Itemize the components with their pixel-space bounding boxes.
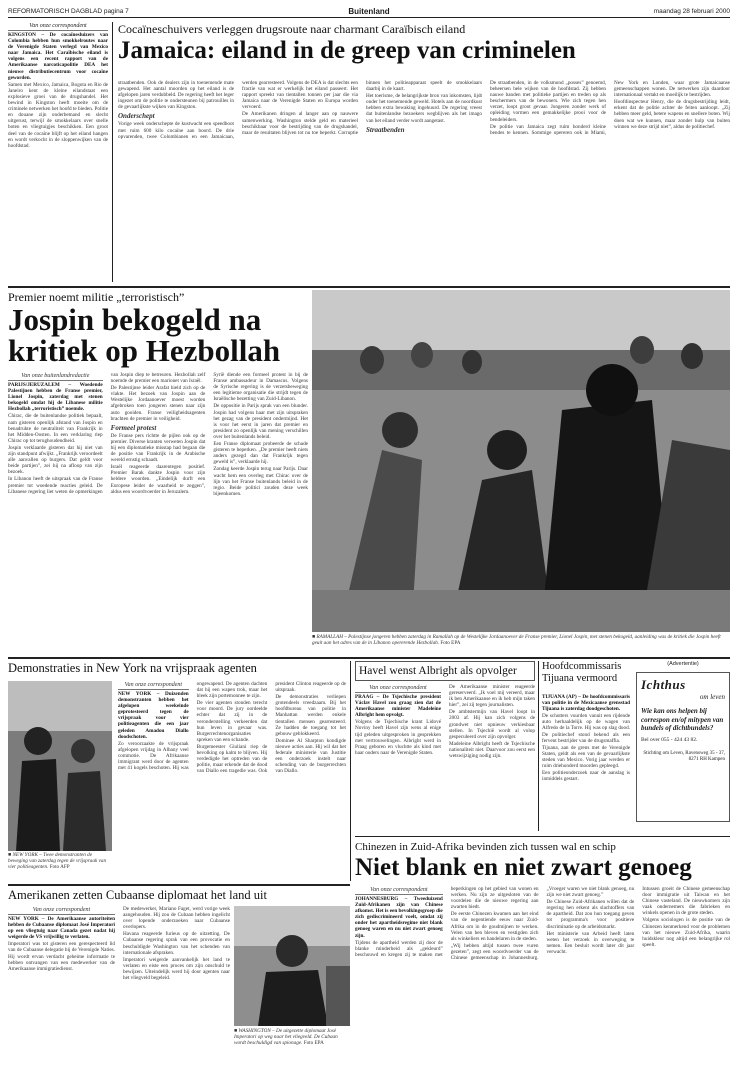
cuba-byline: Van onze correspondent — [8, 906, 115, 915]
jospin-caption-block — [312, 634, 730, 654]
tijuana-body: TIJUANA (AP) – De hoofdcommissaris van politie in de Mexicaanse grensstad Tijuana is zaterdag doodgeschoten. De schutters vuurden vanuit een rijdende auto herhaaldelijk op de wagen van Alfredo de la Torre. Hij was op slag dood. De politiechef stond bekend als een fervent bestrijder van de drugsmaffia. Tijuana, aan de grens met de Verenigde Staten, geldt als een van de gevaarlijkste steden van Mexico. Vorig jaar werden er ruim driehonderd moorden gepleegd. Een politieonderzoek naar de aanslag is inmiddels gestart. — [542, 694, 630, 783]
camera-icon: ■ — [312, 634, 317, 640]
jamaica-lead: KINGSTON – De cocaïnesluizers van Colombia hebben hun smokkelroutes naar de Verenigde Staten verlegd van Mexico naar Jamaica. Het Caraïbische eiland is volgens een recent rapport van de Amerikaanse narcoticapolitie DEA het nieuwe distributiecentrum voor cocaïne geworden. Samen met Mexico, Jamaica, Bogota en Rio de Janeiro kent de kleine eilandstaat een explosieve groei van de drugshandel. Het bewind in Kingston heeft moeite om de criminele netwerken het hoofd te bieden. Politie en douane zijn onderbemand en slecht uitgerust, terwijl de smokkelaars over snelle boten en vliegtuigjes beschikken. Een groot deel van de cocaïne blijft op het eiland hangen en wordt verkocht in de sloppenwijken van de hoofdstad. — [8, 32, 108, 149]
ny-byline: Van onze correspondent — [118, 681, 189, 690]
ad-label: (Advertentie) — [667, 661, 699, 667]
cuba-caption: WASHINGTON – De uitgezette diplomaat José Imperatori op weg naar het vliegveld. De Cubaan wordt beschuldigd van spionage. — [234, 1028, 338, 1047]
ny-photo — [8, 681, 112, 851]
china-kicker: Chinezen in Zuid-Afrika bevinden zich tussen wal en schip — [355, 841, 616, 853]
jamaica-subhead-1: Onderschept — [118, 112, 155, 121]
tijuana-headline-block — [542, 661, 630, 691]
jospin-body: Van onze buitenlandredactie PARIJS/JERUZALEM – Woedende Palestijnen hebben de Franse premier, Lionel Jospin, zaterdag met stenen bekogeld omdat hij de Libanese militie Hezbollah „terroristisch” noemde. Chirac, die de buitenlandse politiek bepaalt, nam gisteren openlijk afstand van Jospin en benadrukte de neutraliteit van Frankrijk in het Midden-Oosten. In een verklaring riep Chirac op tot terughoudendheid. Jospin verklaarde gisteren dat hij niet van zijn standpunt afwijkt. „Frankrijk veroordeelt alle aanvallen op burgers. Dat geldt voor beide partijen”, zei hij na afloop van zijn bezoek. In Libanon heeft de uitspraak van de Franse premier tot woedende reacties geleid. De Libanese regering liet weten de opmerkingen van Jospin diep te betreuren. Hezbollah zelf noemde de premier een marionet van Israël. De Palestijnse leider Arafat hield zich op de vlakte. Het bezoek van Jospin aan de Westelijke Jordaanoever moest worden afgebroken toen jongeren stenen naar zijn auto gooiden. Franse veiligheidsagenten brachten de premier in veiligheid. Formeel protest De Franse pers richtte de pijlen ook op de premier. Diverse kranten verweten Jospin dat hij een diplomatieke misstap had begaan die de positie van Frankrijk in de Arabische wereld ernstig schaadt. Israël reageerde daarentegen positief. Premier Barak dankte Jospin voor zijn heldere woorden. „Eindelijk durft een Europese leider de waarheid te zeggen”, aldus een woordvoerder in Jeruzalem. Syrië diende een formeel protest in bij de Franse ambassadeur in Damascus. Volgens de Syrische regering is de verzetsbeweging een legitieme organisatie die strijdt tegen de Israëlische bezetting van Zuid-Libanon. De oppositie in Parijs sprak van een blunder. Jospin had volgens haar met zijn uitspraken het gezag van de president ondermijnd. Het is voor het eerst in jaren dat premier en president zo openlijk van mening verschillen over het buitenlands beleid. Een Franse diplomaat probeerde de schade gisteren te beperken. „De premier heeft niets anders gezegd dan dat Frankrijk tegen geweld is”, verklaarde hij. Zondag keerde Jospin terug naar Parijs. Daar wacht hem een overleg met Chirac over de lijn van het Franse buitenlands beleid in de regio. Beide politici zouden deze week bijeenkomen. — [8, 372, 308, 497]
cuba-caption-block — [234, 1028, 350, 1062]
demonstrators-photo-illustration — [8, 681, 112, 851]
ny-caption: NEW YORK – Twee demonstranten de beweging van zaterdag tegen de vrijspraak van vier politieagenten. — [8, 852, 107, 871]
havel-body: Van onze correspondent PRAAG – De Tsjechische president Václav Havel zou graag zien dat de Amerikaanse minister Madeleine Albright hem opvolgt. Volgens de Tsjechische krant Lidové Noviny heeft Havel zijn wens al enige tijd geleden uitgesproken in gesprekken met vertrouwelingen. Albright werd in Praag geboren en vluchtte als kind met haar ouders naar de Verenigde Staten. De Amerikaanse minister reageerde gereserveerd. „Ik voel mij vereerd, maar ik ben Amerikaanse en ik heb mijn taken hier”, zei zij tegen journalisten. De ambtstermijn van Havel loopt in 2003 af. Hij kan zich volgens de grondwet niet opnieuw verkiesbaar stellen. In Tsjechië wordt al volop gespeculeerd over zijn opvolger. Madeleine Albright heeft de Tsjechische nationaliteit niet. Daarvoor zou eerst een wetswijziging nodig zijn. — [355, 684, 535, 760]
ad-text: Wie kan ons helpen bij correspon en/of mitypen van bundels of dichtbundels? — [641, 707, 724, 732]
ad-logo-sub: om leven — [699, 693, 725, 701]
camera-icon: ■ — [234, 1028, 239, 1034]
havel-headline-block — [355, 661, 535, 681]
jospin-subhead: Formeel protest — [110, 423, 157, 432]
issue-date: maandag 28 februari 2000 — [653, 8, 730, 15]
cuba-photo — [234, 906, 350, 1026]
jamaica-lead-column — [8, 22, 108, 282]
ny-photo-credit: Foto AFP — [49, 864, 70, 871]
china-headline: Niet blank en niet zwart genoeg — [355, 854, 692, 881]
cuba-body: Van onze correspondent NEW YORK – De Amerikaanse autoriteiten hebben de Cubaanse diplomaat José Imperatori op een vliegtuig naar Canada gezet nadat hij weigerde de VS vrijwillig te verlaten. Imperatori was tot gisteren een gerespecteerd lid van de Cubaanse delegatie bij de Verenigde Naties. Hij wordt ervan verdacht geheime informatie te hebben ontvangen van een medewerker van de Amerikaanse immigratiedienst. De medewerker, Mariano Faget, werd vorige week aangehouden. Hij zou de Cubaan hebben ingelicht over lopende onderzoeken naar Cubaanse overlopers. Havana reageerde furieus op de uitzetting. De Cubaanse regering sprak van een provocatie en beschuldigde Washington van het schenden van internationale afspraken. Imperatori weigerde aanvankelijk het land te verlaten en eiste een proces om zijn onschuld te bewijzen. Uiteindelijk werd hij door agenten naar het vliegveld begeleid. — [8, 906, 230, 982]
section-title: Buitenland — [348, 7, 390, 16]
jamaica-body: straatbenden. Ook de dealers zijn in toenemende mate gewapend. Het aantal moorden op het eiland is de afgelopen jaren verdubbeld. De regering heeft het leger ingezet om de politie te ondersteunen bij patrouilles in de gevaarlijkste wijken van Kingston. Onderschept Vorige week onderschepte de kustwacht een speedboot met ruim 600 kilo cocaïne aan boord. De drie opvarenden, twee Colombianen en een Jamaicaan, werden gearresteerd. Volgens de DEA is dat slechts een fractie van wat er werkelijk het eiland passeert. Het rapport spreekt van tientallen tonnen per jaar die via Jamaica naar de Verenigde Staten en Europa worden vervoerd. De Amerikanen dringen al langer aan op nauwere samenwerking. Washington stelde geld en materieel beschikbaar voor de bestrijding van de drugshandel, maar de resultaten blijven tot nu toe beperkt. Corruptie binnen het politieapparaat speelt de smokkelaars daarbij in de kaart. Het toerisme, de belangrijkste bron van inkomsten, lijdt onder het toenemende geweld. Hotels aan de noordkust hebben extra bewaking ingehuurd. De regering vreest dat buitenlandse bezoekers wegblijven als het imago van het eiland verder wordt aangetast. Straatbenden De straatbenden, in de volksmond „posses” genoemd, beheersen hele wijken van de hoofdstad. Zij hebben nauwe banden met politieke partijen en treden op als beschermers van de bewoners. Wie zich tegen hen verzet, loopt groot gevaar. Jongeren zonder werk of opleiding vormen een gemakkelijke prooi voor de bendeleiders. De politie van Jamaica zegt ruim honderd kleine bendes te kennen. Sommige opereren ook in Miami, New York en Londen, waar grote Jamaicaanse gemeenschappen wonen. De netwerken zijn daardoor internationaal vertakt en moeilijk te bestrijden. Hoofdinspecteur Henry, die de drugsbestrijding leidt, erkent dat de politie achter de feiten aanloopt. „Zij hebben meer geld, betere wapens en snellere boten. Wij doen wat we kunnen, maar zonder hulp van buiten winnen we deze strijd niet”, aldus de politiechef. — [118, 80, 730, 140]
ny-caption-block — [8, 852, 112, 882]
china-headline-block — [355, 840, 730, 884]
ad-address: Stichting om Leven, Ravensweg 35 - 37, 8271 RH Kampen — [643, 750, 725, 762]
ad-logo: Ichthus — [641, 677, 686, 692]
ad-phone: Bel over 055 - 424 43 82. — [641, 736, 698, 743]
havel-byline: Van onze correspondent — [355, 684, 441, 693]
diplomat-photo-illustration — [234, 906, 350, 1026]
advertisement[interactable] — [636, 672, 730, 822]
jospin-photo-credit: Foto EPA — [440, 640, 461, 647]
jamaica-headline-block — [118, 22, 730, 78]
ny-headline: Demonstraties in New York na vrijspraak agenten — [8, 661, 257, 675]
cuba-headline-block — [8, 888, 350, 904]
camera-icon: ■ — [8, 852, 13, 858]
jospin-photo — [312, 290, 730, 632]
havel-headline: Havel wenst Albright als opvolger — [359, 665, 517, 677]
jospin-caption: RAMALLAH – Palestijnse jongeren hebben zaterdag in Ramallah op de Westelijke Jordaanoever de Franse premier, Lionel Jospin, met stenen bekogeld, aanleiding was de kritiek die Jospin heeft geuit aan het adres van de in Libanon opererende Hezbollah. — [312, 634, 721, 647]
paper-name: REFORMATORISCH DAGBLAD pagina 7 — [8, 8, 129, 15]
tijuana-headline: Hoofdcommissaris Tijuana vermoord — [542, 661, 622, 684]
jospin-byline: Van onze buitenlandredactie — [8, 372, 103, 381]
china-byline: Van onze correspondent — [355, 886, 443, 895]
jospin-headline-block — [8, 290, 308, 370]
jamaica-byline: Van onze correspondent — [8, 22, 108, 31]
china-body: Van onze correspondent JOHANNESBURG – Tweeduizend Zuid-Afrikanen zijn van Chinese afkomst. Het is een bevolkingsgroep die zich gediscrimineerd voelt, omdat zij onder het apartheidsregime niet blank genoeg waren en nu niet zwart genoeg zijn. Tijdens de apartheid werden zij door de blanke minderheid als „gekleurd” beschouwd en kregen zij te maken met beperkingen op het gebied van wonen en werken. Nu zijn ze uitgesloten van de voordelen die de nieuwe regering aan zwarten biedt. De eerste Chinezen kwamen aan het eind van de negentiende eeuw naar Zuid-Afrika om in de goudmijnen te werken. Velen van hen bleven en vestigden zich als winkeliers en handelaren in de steden. „Wij hebben altijd tussen twee vuren gezeten”, zegt een woordvoerder van de Chinese gemeenschap in Johannesburg. „Vroeger waren we niet blank genoeg, nu zijn we niet zwart genoeg.” De Chinese Zuid-Afrikanen willen dat de regering hen erkent als slachtoffers van de apartheid. Dat zou hun toegang geven tot programma's voor positieve discriminatie op de arbeidsmarkt. Het ministerie van Arbeid heeft laten weten het verzoek in overweging te nemen. Een besluit wordt later dit jaar verwacht. Intussen groeit de Chinese gemeenschap door immigratie uit Taiwan en het Chinese vasteland. De nieuwkomers zijn vaak ondernemers die fabrieken en winkels openen in de grote steden. Volgens sociologen is de positie van de Chinezen kenmerkend voor de problemen van het nieuwe Zuid-Afrika, waarin huidskleur nog altijd een belangrijke rol speelt. — [355, 886, 730, 962]
ny-body: Van onze correspondent NEW YORK – Duizenden demonstranten hebben het afgelopen weekeinde geprotesteerd tegen de vrijspraak voor vier politieagenten die een jaar geleden Amadou Diallo doodschoten. Zo veroorzaakte de vrijspraak afgelopen vrijdag in Albany veel commotie. De Afrikaanse immigrant werd door de agenten met 41 kogels beschoten. Hij was ongewapend. De agenten dachten dat hij een wapen trok, maar het bleek zijn portemonnee te zijn. De vier agenten stonden terecht voor moord. De jury oordeelde echter dat zij in de veronderstelling verkeerden dat hun leven in gevaar was. Burgerrechtenorganisaties spreken van een schande. Burgemeester Giuliani riep de bevolking op kalm te blijven. Hij verdedigde het optreden van de politie, maar erkende dat de dood van Diallo een tragedie was. Ook president Clinton reageerde op de uitspraak. De demonstraties verliepen grotendeels vreedzaam. Bij het hoofdbureau van politie in Manhattan werden enkele tientallen mensen gearresteerd. Ze hadden de toegang tot het gebouw geblokkeerd. Dominee Al Sharpton kondigde nieuwe acties aan. Hij wil dat het federale ministerie van Justitie een onderzoek instelt naar schending van de burgerrechten van Diallo. — [118, 681, 346, 775]
cuba-headline: Amerikanen zetten Cubaanse diplomaat het land uit — [8, 888, 267, 902]
page-header — [8, 6, 730, 18]
jamaica-subhead-2: Straatbenden — [366, 125, 405, 134]
jamaica-kicker: Cocaïneschuivers verleggen drugsroute naar charmant Caraïbisch eiland — [118, 22, 466, 36]
ny-headline-block — [8, 661, 346, 677]
jospin-kicker: Premier noemt militie „terroristisch” — [8, 290, 185, 304]
newspaper-page — [8, 6, 730, 1062]
cuba-photo-credit: Foto EPA — [303, 1040, 324, 1047]
jospin-headline: Jospin bekogeld na kritiek op Hezbollah — [8, 302, 281, 368]
jamaica-headline: Jamaica: eiland in de greep van criminelen — [118, 37, 576, 64]
crowd-photo-illustration — [312, 290, 730, 632]
